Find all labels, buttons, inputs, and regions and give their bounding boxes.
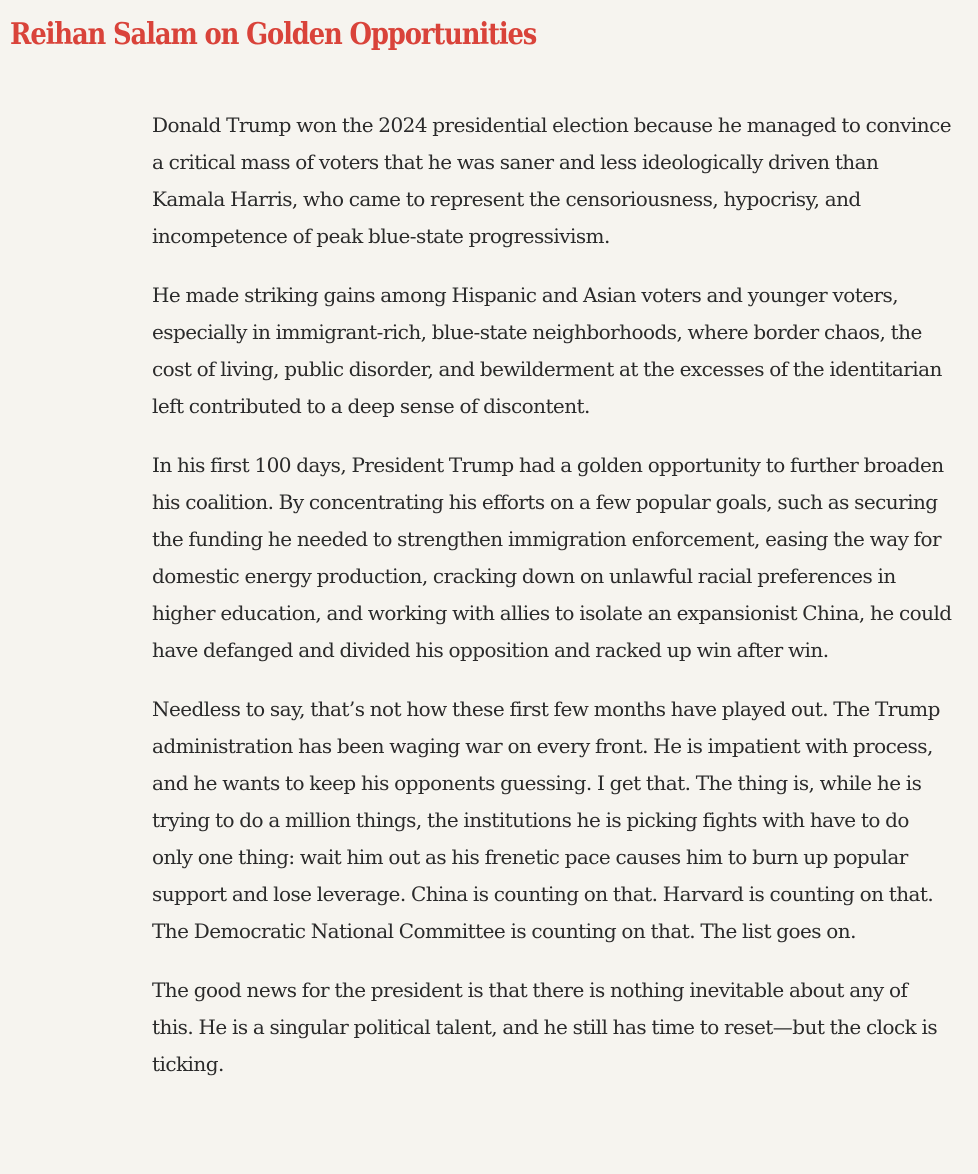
article-body	[152, 107, 952, 1105]
article-headline: Reihan Salam on Golden Opportunities	[10, 17, 537, 52]
article-paragraph: Needless to say, that’s not how these first few months have played out. The Trump administration has been waging war on every front. He is impatient with process, and he wants to keep his opponents guessing. I get that. The thing is, while he is trying to do a million things, the institutions he is picking fights with have to do only one thing: wait him out as his frenetic pace causes him to burn up popular support and lose leverage. China is counting on that. Harvard is counting on that. The Democratic National Committee is counting on that. The list goes on.	[152, 697, 940, 943]
article-paragraph: In his first 100 days, President Trump had a golden opportunity to further broaden his coalition. By concentrating his efforts on a few popular goals, such as securing the funding he needed to strengthen immigration enforcement, easing the way for domestic energy production, cracking down on unlawful racial preferences in higher education, and working with allies to isolate an expansionist China, he could have defanged and divided his opposition and racked up win after win.	[152, 453, 952, 662]
article-paragraph: He made striking gains among Hispanic and Asian voters and younger voters, especially in immigrant-rich, blue-state neighborhoods, where border chaos, the cost of living, public disorder, and bewilderment at the excesses of the identitarian left contributed to a deep sense of discontent.	[152, 283, 942, 418]
article-paragraph: Donald Trump won the 2024 presidential election because he managed to convince a critical mass of voters that he was saner and less ideologically driven than Kamala Harris, who came to represent the censoriousness, hypocrisy, and incompetence of peak blue-state progressivism.	[152, 113, 952, 248]
article-paragraph: The good news for the president is that there is nothing inevitable about any of this. He is a singular political talent, and he still has time to reset—but the clock is ticking.	[152, 978, 938, 1076]
